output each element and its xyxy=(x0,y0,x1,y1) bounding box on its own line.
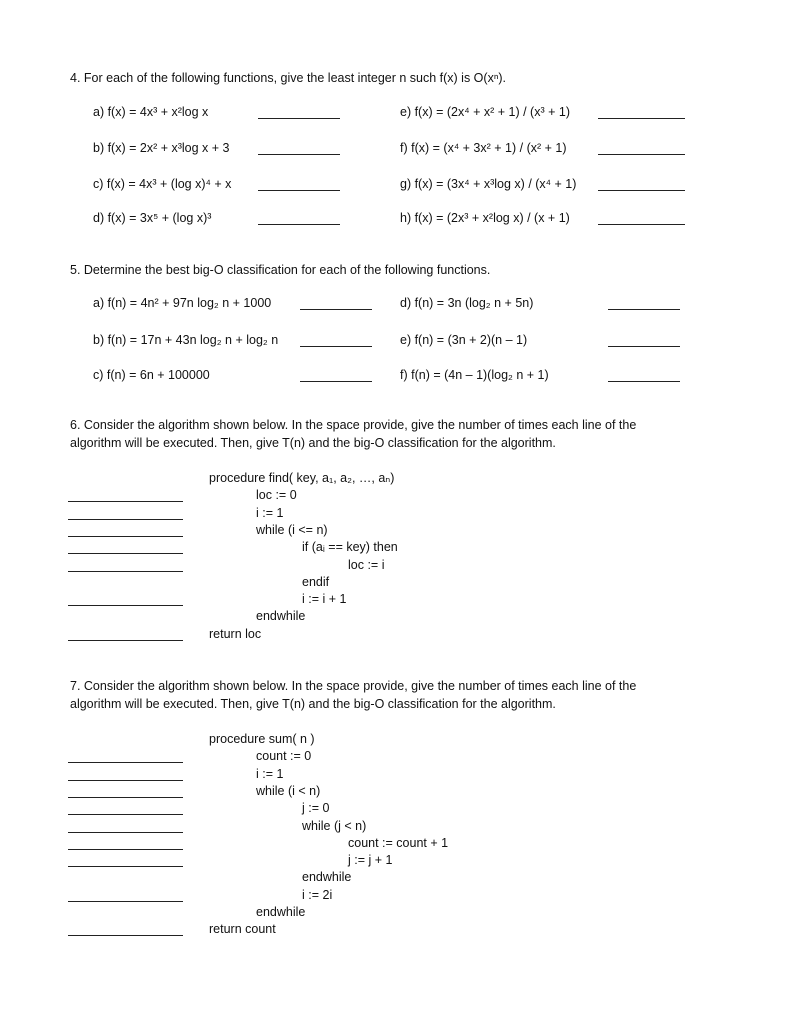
q7-code-line: count := count + 1 xyxy=(348,835,449,850)
q6-code-line: i := i + 1 xyxy=(302,592,347,607)
q4-item-c: c) f(x) = 4x³ + (log x)⁴ + x xyxy=(93,177,232,191)
q4-title: 4. For each of the following functions, give the least integer n such f(x) is O(xⁿ). xyxy=(70,71,507,85)
q5-answer-blank-e[interactable] xyxy=(608,346,680,347)
q4-item-h: h) f(x) = (2x³ + x²log x) / (x + 1) xyxy=(400,211,570,225)
q6-code-line: procedure find( key, a₁, a₂, …, aₙ) xyxy=(209,471,395,485)
q6-count-blank[interactable] xyxy=(68,501,183,502)
q6-code-line: endif xyxy=(302,574,330,589)
q6-code-line: endwhile xyxy=(256,609,306,624)
q7-code-line: endwhile xyxy=(302,870,352,885)
q5-item-f: f) f(n) = (4n – 1)(log₂ n + 1) xyxy=(400,368,549,382)
q7-code-line: j := j + 1 xyxy=(348,853,393,868)
q7-count-blank[interactable] xyxy=(68,935,183,936)
q7-code-line: procedure sum( n ) xyxy=(209,732,315,746)
q7-code-line: i := 2i xyxy=(302,887,333,902)
q6-code-line: loc := 0 xyxy=(256,488,297,503)
q6-text-line2: algorithm will be executed. Then, give T(n) and the big-O classification for the algorithm. xyxy=(70,436,556,450)
q7-code-line: endwhile xyxy=(256,905,306,919)
q4-answer-blank-e[interactable] xyxy=(598,118,685,119)
q4-answer-blank-b[interactable] xyxy=(258,154,340,155)
q5-answer-blank-d[interactable] xyxy=(608,309,680,310)
q4-answer-blank-c[interactable] xyxy=(258,190,340,191)
q7-count-blank[interactable] xyxy=(68,849,183,850)
q4-answer-blank-f[interactable] xyxy=(598,154,685,155)
q7-code-line: while (j < n) xyxy=(302,818,367,833)
q7-count-blank[interactable] xyxy=(68,814,183,815)
q5-answer-blank-a[interactable] xyxy=(300,309,372,310)
q7-code-line: j := 0 xyxy=(302,801,330,816)
q5-answer-blank-c[interactable] xyxy=(300,381,372,382)
q7-count-blank[interactable] xyxy=(68,797,183,798)
q6-code-line: return loc xyxy=(209,626,262,641)
q7-code-line: count := 0 xyxy=(256,749,312,764)
q5-answer-blank-f[interactable] xyxy=(608,381,680,382)
q6-code-line: loc := i xyxy=(348,557,385,572)
q7-count-blank[interactable] xyxy=(68,832,183,833)
q6-count-blank[interactable] xyxy=(68,536,183,537)
q6-text-line1: 6. Consider the algorithm shown below. In the space provide, give the number of times each line of the xyxy=(70,418,637,432)
q6-count-blank[interactable] xyxy=(68,640,183,641)
q4-item-a: a) f(x) = 4x³ + x²log x xyxy=(93,105,209,119)
q4-item-e: e) f(x) = (2x⁴ + x² + 1) / (x³ + 1) xyxy=(400,105,570,119)
q7-count-blank[interactable] xyxy=(68,780,183,781)
q4-item-b: b) f(x) = 2x² + x³log x + 3 xyxy=(93,141,230,155)
q6-count-blank[interactable] xyxy=(68,519,183,520)
q7-count-blank[interactable] xyxy=(68,901,183,902)
q4-item-g: g) f(x) = (3x⁴ + x³log x) / (x⁴ + 1) xyxy=(400,177,577,191)
q4-item-d: d) f(x) = 3x⁵ + (log x)³ xyxy=(93,211,212,225)
q4-answer-blank-g[interactable] xyxy=(598,190,685,191)
q7-count-blank[interactable] xyxy=(68,866,183,867)
q5-title: 5. Determine the best big-O classification for each of the following functions. xyxy=(70,263,491,277)
q6-code-line: if (aᵢ == key) then xyxy=(302,540,398,555)
q5-item-b: b) f(n) = 17n + 43n log₂ n + log₂ n xyxy=(93,333,279,347)
q4-item-f: f) f(x) = (x⁴ + 3x² + 1) / (x² + 1) xyxy=(400,141,567,155)
q7-code-line: while (i < n) xyxy=(256,783,321,798)
q6-count-blank[interactable] xyxy=(68,553,183,554)
q4-answer-blank-d[interactable] xyxy=(258,224,340,225)
q5-item-e: e) f(n) = (3n + 2)(n – 1) xyxy=(400,333,528,347)
q4-answer-blank-h[interactable] xyxy=(598,224,685,225)
q7-text-line1: 7. Consider the algorithm shown below. In the space provide, give the number of times each line of the xyxy=(70,679,637,693)
q5-answer-blank-b[interactable] xyxy=(300,346,372,347)
q7-code-line: i := 1 xyxy=(256,766,284,781)
q6-count-blank[interactable] xyxy=(68,571,183,572)
q6-count-blank[interactable] xyxy=(68,605,183,606)
q6-code-line: i := 1 xyxy=(256,505,284,520)
q5-item-d: d) f(n) = 3n (log₂ n + 5n) xyxy=(400,296,534,310)
q5-item-c: c) f(n) = 6n + 100000 xyxy=(93,368,210,382)
q5-item-a: a) f(n) = 4n² + 97n log₂ n + 1000 xyxy=(93,296,272,310)
q7-text-line2: algorithm will be executed. Then, give T(n) and the big-O classification for the algorithm. xyxy=(70,697,556,711)
q7-code-line: return count xyxy=(209,922,276,937)
q4-answer-blank-a[interactable] xyxy=(258,118,340,119)
q6-code-line: while (i <= n) xyxy=(256,522,328,537)
q7-count-blank[interactable] xyxy=(68,762,183,763)
